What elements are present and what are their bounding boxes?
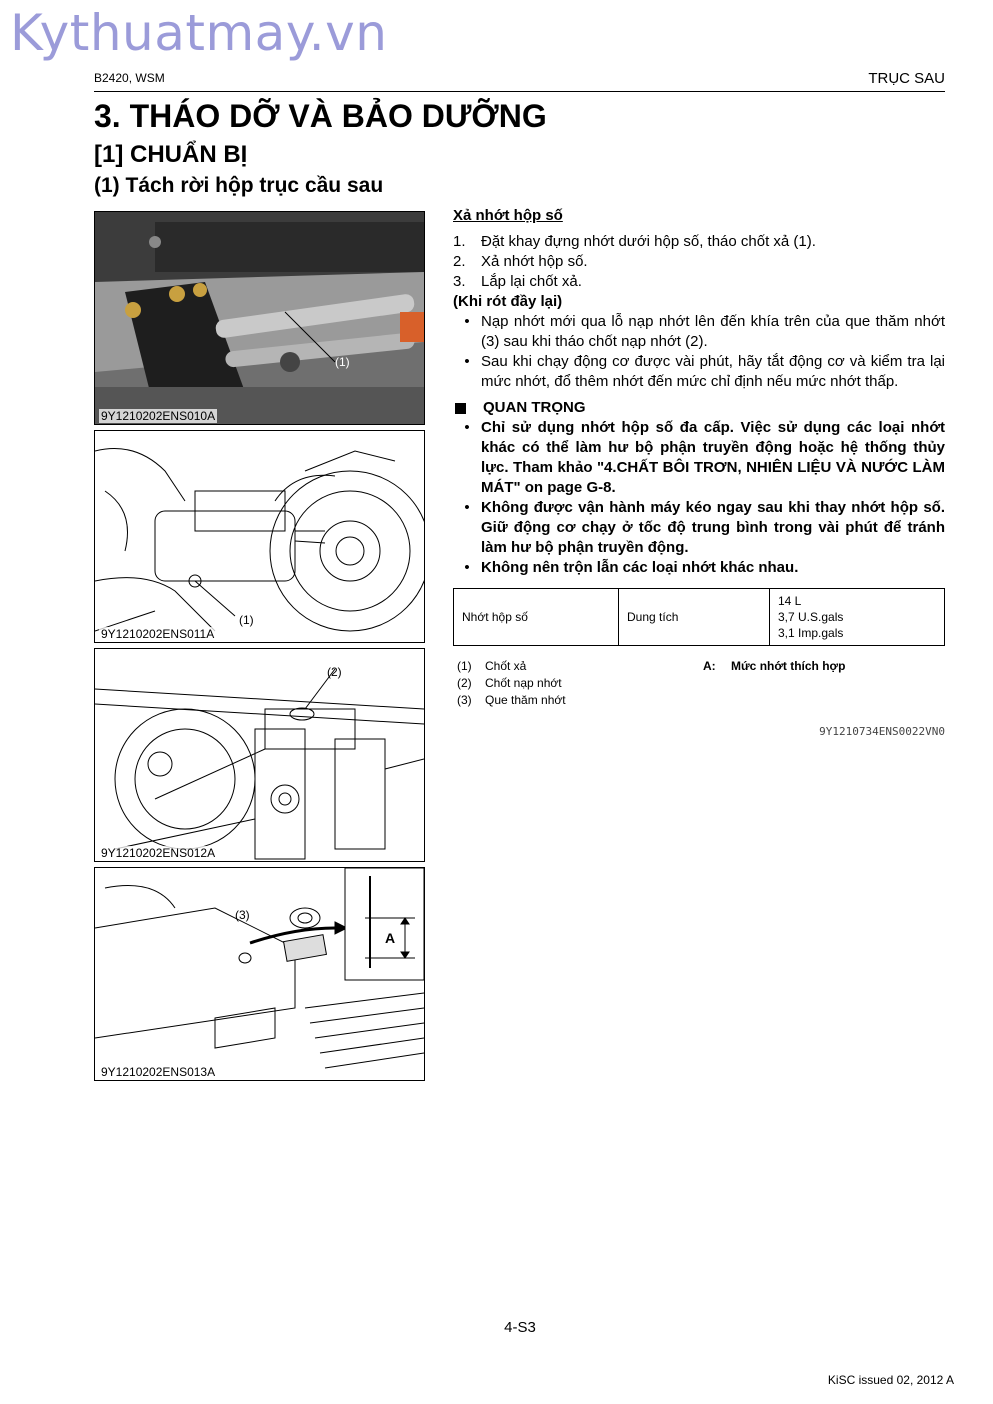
oil-capacity-table — [453, 588, 945, 646]
watermark: Kythuatmay.vn — [10, 4, 388, 62]
step-item: 3. Lắp lại chốt xả. — [453, 273, 582, 290]
procedure-column — [453, 206, 945, 742]
issue-note: KiSC issued 02, 2012 A — [827, 1373, 954, 1387]
drain-plug-photo-illustration — [95, 212, 424, 424]
header-section: TRỤC SAU — [868, 70, 945, 87]
document-code: 9Y1210734ENS0022VN0 — [819, 725, 945, 738]
figure-dipstick-drawing — [94, 867, 425, 1081]
figure-callout: (1) — [239, 613, 254, 627]
legend-item: (3) Que thăm nhớt — [457, 693, 566, 707]
drain-plug-line-drawing — [95, 431, 424, 642]
figure-callout: (1) — [335, 355, 350, 369]
important-bullet: • Chỉ sử dụng nhớt hộp số đa cấp. Việc sử dụng các loại nhớt khác có thể làm hư bộ phận truyền động hoặc hệ thống thủy lực. Tham khảo "4.CHẤT BÔI TRƠN, NHIÊN LIỆU VÀ NƯỚC LÀM MÁT" on page G-8. — [464, 419, 945, 496]
figure-callout-level-a: A — [385, 930, 396, 946]
figure-drain-plug-drawing — [94, 430, 425, 643]
important-heading: QUAN TRỌNG — [453, 398, 945, 418]
legend-item-a: A: Mức nhớt thích hợp — [703, 659, 846, 673]
procedure-title: Xả nhớt hộp số — [453, 207, 563, 224]
page-number: 4-S3 — [504, 1319, 536, 1336]
subsection-title: (1) Tách rời hộp trục cầu sau — [94, 174, 384, 197]
step-item: 2. Xả nhớt hộp số. — [453, 253, 588, 270]
figure-caption: 9Y1210202ENS013A — [101, 1065, 216, 1079]
figure-caption: 9Y1210202ENS010A — [101, 409, 216, 423]
figure-legend — [453, 658, 945, 714]
figure-callout: (2) — [327, 665, 342, 679]
header-rule — [94, 91, 945, 92]
refill-subheading: (Khi rót đầy lại) — [453, 293, 563, 310]
table-row — [454, 589, 945, 646]
figure-caption: 9Y1210202ENS012A — [101, 846, 216, 860]
important-bullet: • Không được vận hành máy kéo ngay sau khi thay nhớt hộp số. Giữ động cơ chạy ở tốc độ trung bình trong vài phút để tránh làm hư bộ phận truyền động. — [464, 499, 945, 556]
figure-callout: (3) — [235, 908, 250, 922]
important-square-icon — [455, 403, 466, 414]
figure-filling-plug-drawing — [94, 648, 425, 862]
table-cell-label: Nhớt hộp số — [454, 589, 619, 646]
table-cell-values: 14 L 3,7 U.S.gals 3,1 Imp.gals — [770, 589, 945, 646]
filling-plug-line-drawing — [95, 649, 424, 861]
header-model: B2420, WSM — [94, 71, 165, 85]
important-bullet: • Không nên trộn lẫn các loại nhớt khác nhau. — [464, 559, 799, 576]
section-title: [1] CHUẨN BỊ — [94, 141, 248, 168]
table-cell-param: Dung tích — [619, 589, 770, 646]
figure-caption: 9Y1210202ENS011A — [101, 627, 215, 641]
legend-item: (2) Chốt nạp nhớt — [457, 676, 562, 690]
legend-item: (1) Chốt xả — [457, 659, 527, 673]
refill-bullet: • Sau khi chạy động cơ được vài phút, hãy tắt động cơ và kiểm tra lại mức nhớt, đổ thêm nhớt đến mức chỉ định nếu mức nhớt thấp. — [464, 353, 945, 390]
dipstick-line-drawing — [95, 868, 424, 1080]
refill-bullet: • Nạp nhớt mới qua lỗ nạp nhớt lên đến khía trên của que thăm nhớt (3) sau khi tháo chốt nạp nhớt (2). — [464, 313, 945, 350]
step-item: 1. Đặt khay đựng nhớt dưới hộp số, tháo chốt xả (1). — [453, 233, 816, 250]
figure-drain-plug-photo — [94, 211, 425, 425]
chapter-title: 3. THÁO DỠ VÀ BẢO DƯỠNG — [94, 98, 547, 134]
